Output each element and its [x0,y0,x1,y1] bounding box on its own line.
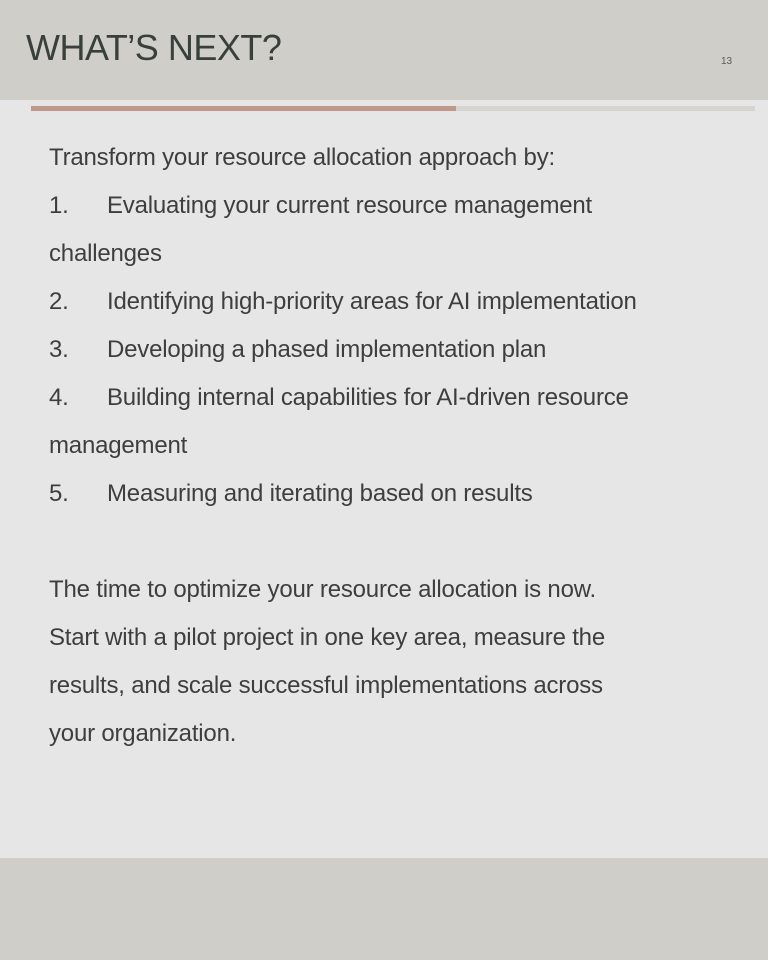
closing-text-line: your organization. [49,720,237,747]
list-item-text: Evaluating your current resource management [107,192,592,219]
list-item [49,182,739,230]
list-item-text: Building internal capabilities for AI-driven resource [107,384,629,411]
slide-header [0,0,768,100]
list-item-continuation: challenges [49,240,162,267]
list-item [49,470,739,518]
list-item [49,278,739,326]
accent-divider [31,106,755,111]
list-item-number: 3. [49,336,69,363]
accent-divider-highlight [31,106,456,111]
closing-text-line: The time to optimize your resource allocation is now. [49,576,596,603]
list-item-number: 2. [49,288,69,315]
slide-number: 13 [721,56,733,67]
slide-title: WHAT’S NEXT? [26,27,282,68]
slide-body [49,134,739,758]
list-item [49,326,739,374]
list-item-text: Developing a phased implementation plan [107,336,547,363]
list-item-text: Identifying high-priority areas for AI implementation [107,288,637,315]
closing-text-line: results, and scale successful implementations across [49,672,603,699]
intro-text: Transform your resource allocation approach by: [49,144,555,171]
list-item-text: Measuring and iterating based on results [107,480,533,507]
list-item-continuation: management [49,432,188,459]
paragraph-spacer [49,518,739,566]
list-item [49,374,739,422]
slide-footer [0,858,768,960]
closing-text-line: Start with a pilot project in one key area, measure the [49,624,605,651]
list-item-number: 5. [49,480,69,507]
list-item-number: 1. [49,192,69,219]
list-item-number: 4. [49,384,69,411]
